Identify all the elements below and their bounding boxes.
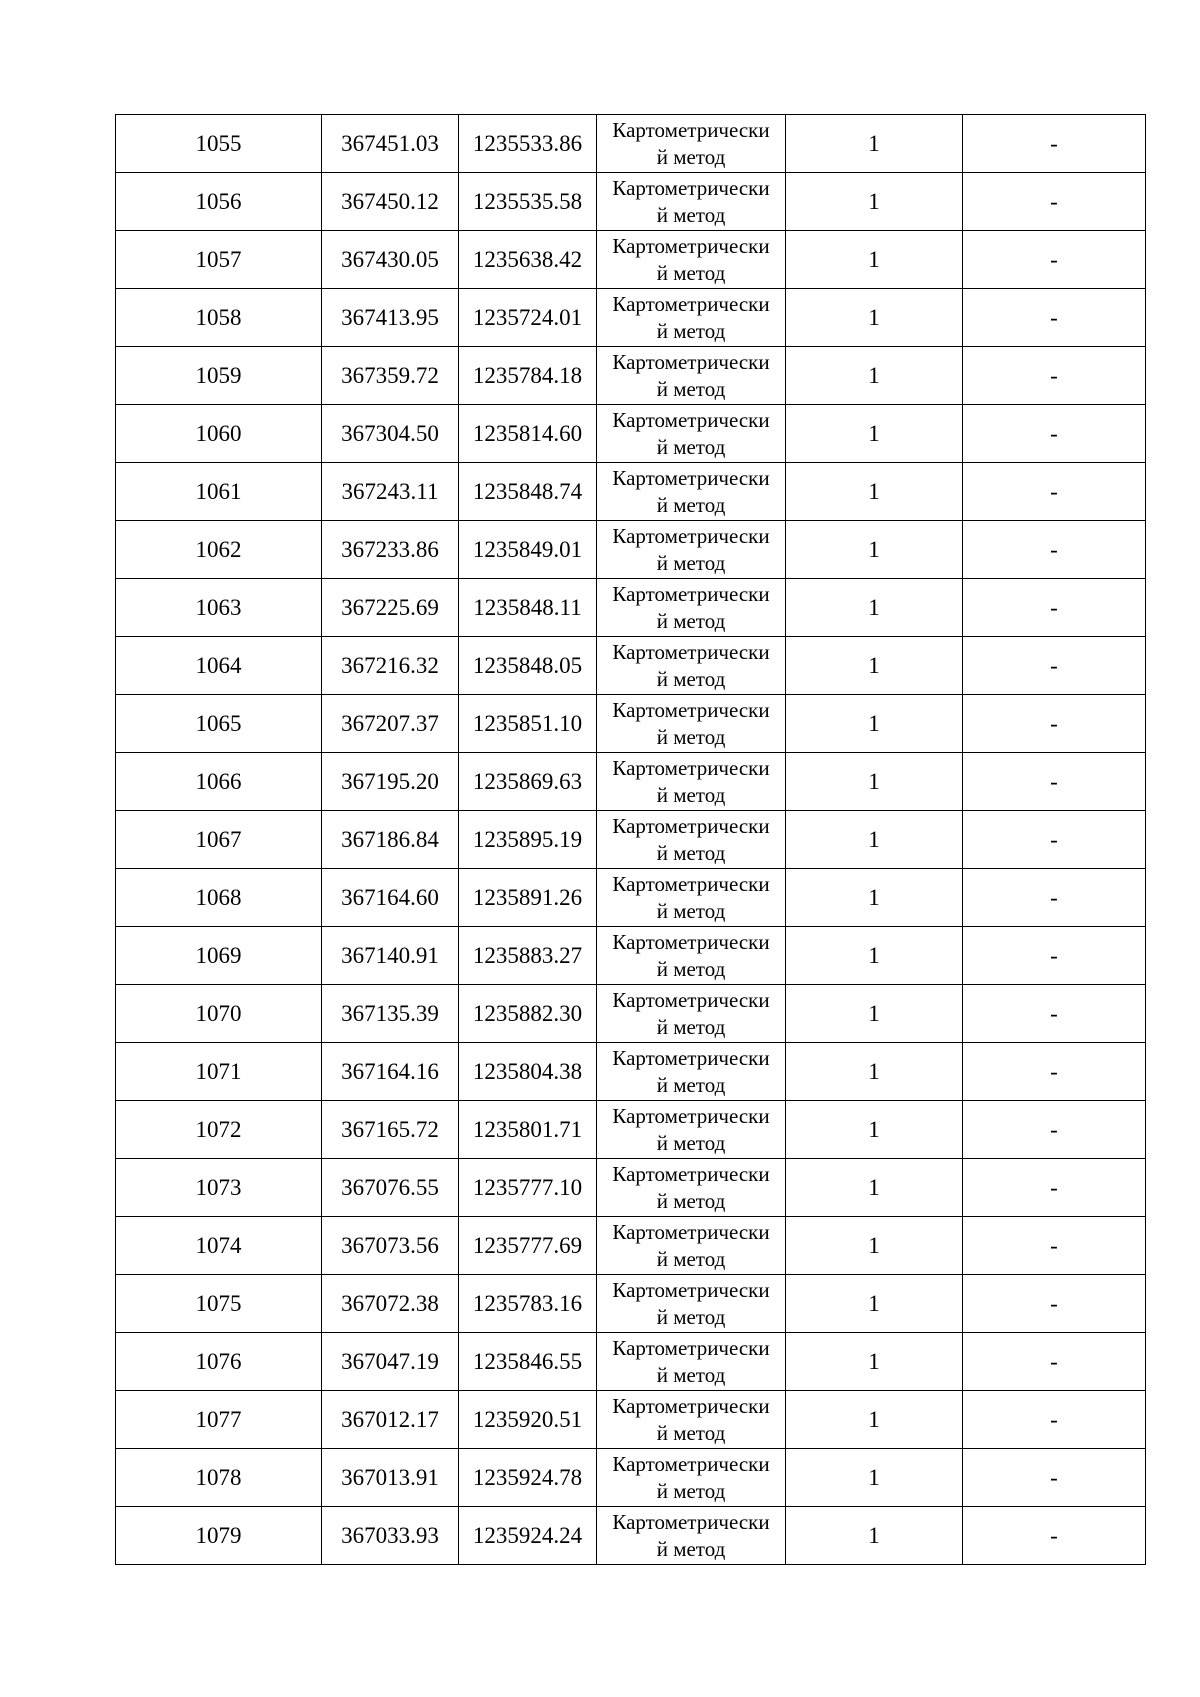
accuracy-cell: 1	[786, 1217, 963, 1275]
method-cell	[597, 753, 786, 811]
x-coordinate-cell: 367164.16	[322, 1043, 459, 1101]
method-text-line1: Картометрически	[612, 350, 770, 374]
table-row	[116, 753, 1146, 811]
table-row	[116, 869, 1146, 927]
accuracy-cell: 1	[786, 637, 963, 695]
point-number-cell: 1069	[116, 927, 322, 985]
method-text-line2: й метод	[656, 609, 726, 633]
y-coordinate-cell: 1235895.19	[459, 811, 597, 869]
note-cell: -	[963, 1333, 1146, 1391]
point-number-cell: 1077	[116, 1391, 322, 1449]
method-text-line2: й метод	[656, 725, 726, 749]
method-text-line1: Картометрически	[612, 1452, 770, 1476]
note-cell: -	[963, 1217, 1146, 1275]
method-cell	[597, 695, 786, 753]
method-text-line2: й метод	[656, 1421, 726, 1445]
table-row	[116, 1217, 1146, 1275]
coordinates-table	[115, 114, 1146, 1565]
note-cell: -	[963, 173, 1146, 231]
table-row	[116, 1391, 1146, 1449]
method-text-line2: й метод	[656, 145, 726, 169]
x-coordinate-cell: 367430.05	[322, 231, 459, 289]
y-coordinate-cell: 1235848.74	[459, 463, 597, 521]
y-coordinate-cell: 1235804.38	[459, 1043, 597, 1101]
method-text-line1: Картометрически	[612, 234, 770, 258]
method-cell	[597, 1159, 786, 1217]
x-coordinate-cell: 367413.95	[322, 289, 459, 347]
method-text-line2: й метод	[656, 957, 726, 981]
x-coordinate-cell: 367013.91	[322, 1449, 459, 1507]
method-text-line1: Картометрически	[612, 1162, 770, 1186]
y-coordinate-cell: 1235891.26	[459, 869, 597, 927]
accuracy-cell: 1	[786, 695, 963, 753]
point-number-cell: 1070	[116, 985, 322, 1043]
note-cell: -	[963, 811, 1146, 869]
x-coordinate-cell: 367135.39	[322, 985, 459, 1043]
x-coordinate-cell: 367140.91	[322, 927, 459, 985]
method-text-line2: й метод	[656, 551, 726, 575]
point-number-cell: 1073	[116, 1159, 322, 1217]
x-coordinate-cell: 367233.86	[322, 521, 459, 579]
note-cell: -	[963, 1507, 1146, 1565]
method-text-line1: Картометрически	[612, 1104, 770, 1128]
method-text-line1: Картометрически	[612, 408, 770, 432]
point-number-cell: 1062	[116, 521, 322, 579]
point-number-cell: 1075	[116, 1275, 322, 1333]
note-cell: -	[963, 231, 1146, 289]
method-cell	[597, 1101, 786, 1159]
accuracy-cell: 1	[786, 811, 963, 869]
point-number-cell: 1074	[116, 1217, 322, 1275]
y-coordinate-cell: 1235851.10	[459, 695, 597, 753]
method-cell	[597, 463, 786, 521]
y-coordinate-cell: 1235535.58	[459, 173, 597, 231]
method-cell	[597, 1217, 786, 1275]
method-cell	[597, 289, 786, 347]
x-coordinate-cell: 367047.19	[322, 1333, 459, 1391]
method-text-line2: й метод	[656, 377, 726, 401]
note-cell: -	[963, 289, 1146, 347]
y-coordinate-cell: 1235882.30	[459, 985, 597, 1043]
accuracy-cell: 1	[786, 1507, 963, 1565]
method-text-line2: й метод	[656, 667, 726, 691]
y-coordinate-cell: 1235801.71	[459, 1101, 597, 1159]
accuracy-cell: 1	[786, 1043, 963, 1101]
method-text-line2: й метод	[656, 899, 726, 923]
method-text-line1: Картометрически	[612, 1220, 770, 1244]
point-number-cell: 1065	[116, 695, 322, 753]
note-cell: -	[963, 753, 1146, 811]
method-text-line1: Картометрически	[612, 1394, 770, 1418]
accuracy-cell: 1	[786, 985, 963, 1043]
y-coordinate-cell: 1235638.42	[459, 231, 597, 289]
method-cell	[597, 1449, 786, 1507]
note-cell: -	[963, 463, 1146, 521]
method-text-line2: й метод	[656, 1363, 726, 1387]
point-number-cell: 1063	[116, 579, 322, 637]
method-text-line2: й метод	[656, 319, 726, 343]
x-coordinate-cell: 367359.72	[322, 347, 459, 405]
accuracy-cell: 1	[786, 1101, 963, 1159]
point-number-cell: 1057	[116, 231, 322, 289]
point-number-cell: 1060	[116, 405, 322, 463]
note-cell: -	[963, 347, 1146, 405]
y-coordinate-cell: 1235848.05	[459, 637, 597, 695]
point-number-cell: 1066	[116, 753, 322, 811]
accuracy-cell: 1	[786, 405, 963, 463]
method-cell	[597, 173, 786, 231]
method-text-line1: Картометрически	[612, 1046, 770, 1070]
method-text-line2: й метод	[656, 261, 726, 285]
method-text-line2: й метод	[656, 1537, 726, 1561]
method-text-line1: Картометрически	[612, 292, 770, 316]
y-coordinate-cell: 1235784.18	[459, 347, 597, 405]
table-row	[116, 1333, 1146, 1391]
note-cell: -	[963, 695, 1146, 753]
note-cell: -	[963, 637, 1146, 695]
point-number-cell: 1068	[116, 869, 322, 927]
accuracy-cell: 1	[786, 1391, 963, 1449]
x-coordinate-cell: 367195.20	[322, 753, 459, 811]
y-coordinate-cell: 1235924.78	[459, 1449, 597, 1507]
method-text-line1: Картометрически	[612, 814, 770, 838]
method-text-line2: й метод	[656, 1015, 726, 1039]
accuracy-cell: 1	[786, 173, 963, 231]
table-row	[116, 347, 1146, 405]
point-number-cell: 1067	[116, 811, 322, 869]
method-cell	[597, 869, 786, 927]
table-row	[116, 579, 1146, 637]
method-text-line2: й метод	[656, 493, 726, 517]
method-cell	[597, 1391, 786, 1449]
method-text-line1: Картометрически	[612, 466, 770, 490]
method-cell	[597, 1043, 786, 1101]
method-text-line1: Картометрически	[612, 640, 770, 664]
method-text-line2: й метод	[656, 1073, 726, 1097]
point-number-cell: 1076	[116, 1333, 322, 1391]
x-coordinate-cell: 367033.93	[322, 1507, 459, 1565]
method-text-line2: й метод	[656, 1479, 726, 1503]
y-coordinate-cell: 1235920.51	[459, 1391, 597, 1449]
table-row	[116, 463, 1146, 521]
y-coordinate-cell: 1235777.69	[459, 1217, 597, 1275]
method-text-line2: й метод	[656, 841, 726, 865]
x-coordinate-cell: 367450.12	[322, 173, 459, 231]
table-row	[116, 1507, 1146, 1565]
method-cell	[597, 811, 786, 869]
method-cell	[597, 115, 786, 173]
note-cell: -	[963, 927, 1146, 985]
accuracy-cell: 1	[786, 115, 963, 173]
method-text-line2: й метод	[656, 1189, 726, 1213]
table-row	[116, 173, 1146, 231]
table-row	[116, 231, 1146, 289]
x-coordinate-cell: 367165.72	[322, 1101, 459, 1159]
point-number-cell: 1055	[116, 115, 322, 173]
accuracy-cell: 1	[786, 927, 963, 985]
table-row	[116, 1449, 1146, 1507]
accuracy-cell: 1	[786, 347, 963, 405]
method-text-line2: й метод	[656, 435, 726, 459]
accuracy-cell: 1	[786, 521, 963, 579]
x-coordinate-cell: 367304.50	[322, 405, 459, 463]
method-text-line1: Картометрически	[612, 872, 770, 896]
y-coordinate-cell: 1235724.01	[459, 289, 597, 347]
y-coordinate-cell: 1235849.01	[459, 521, 597, 579]
note-cell: -	[963, 405, 1146, 463]
method-cell	[597, 1333, 786, 1391]
table-row	[116, 811, 1146, 869]
method-text-line1: Картометрически	[612, 524, 770, 548]
note-cell: -	[963, 1391, 1146, 1449]
y-coordinate-cell: 1235848.11	[459, 579, 597, 637]
method-text-line1: Картометрически	[612, 1336, 770, 1360]
note-cell: -	[963, 1159, 1146, 1217]
method-cell	[597, 521, 786, 579]
note-cell: -	[963, 1449, 1146, 1507]
y-coordinate-cell: 1235846.55	[459, 1333, 597, 1391]
point-number-cell: 1059	[116, 347, 322, 405]
note-cell: -	[963, 579, 1146, 637]
point-number-cell: 1078	[116, 1449, 322, 1507]
note-cell: -	[963, 869, 1146, 927]
note-cell: -	[963, 1043, 1146, 1101]
method-text-line1: Картометрически	[612, 118, 770, 142]
y-coordinate-cell: 1235924.24	[459, 1507, 597, 1565]
accuracy-cell: 1	[786, 1275, 963, 1333]
method-text-line2: й метод	[656, 783, 726, 807]
table-row	[116, 1101, 1146, 1159]
x-coordinate-cell: 367225.69	[322, 579, 459, 637]
point-number-cell: 1072	[116, 1101, 322, 1159]
table-row	[116, 115, 1146, 173]
y-coordinate-cell: 1235533.86	[459, 115, 597, 173]
method-text-line2: й метод	[656, 203, 726, 227]
table-row	[116, 695, 1146, 753]
method-cell	[597, 985, 786, 1043]
method-cell	[597, 1275, 786, 1333]
accuracy-cell: 1	[786, 1159, 963, 1217]
x-coordinate-cell: 367186.84	[322, 811, 459, 869]
note-cell: -	[963, 521, 1146, 579]
method-text-line1: Картометрически	[612, 756, 770, 780]
table-row	[116, 521, 1146, 579]
table-row	[116, 1159, 1146, 1217]
method-cell	[597, 405, 786, 463]
x-coordinate-cell: 367216.32	[322, 637, 459, 695]
method-cell	[597, 579, 786, 637]
note-cell: -	[963, 985, 1146, 1043]
method-text-line1: Картометрически	[612, 582, 770, 606]
method-text-line2: й метод	[656, 1131, 726, 1155]
accuracy-cell: 1	[786, 869, 963, 927]
table-row	[116, 1043, 1146, 1101]
method-cell	[597, 231, 786, 289]
note-cell: -	[963, 115, 1146, 173]
point-number-cell: 1071	[116, 1043, 322, 1101]
method-cell	[597, 927, 786, 985]
table-row	[116, 405, 1146, 463]
y-coordinate-cell: 1235783.16	[459, 1275, 597, 1333]
method-cell	[597, 1507, 786, 1565]
y-coordinate-cell: 1235869.63	[459, 753, 597, 811]
table-row	[116, 289, 1146, 347]
table-row	[116, 637, 1146, 695]
point-number-cell: 1056	[116, 173, 322, 231]
method-text-line1: Картометрически	[612, 988, 770, 1012]
y-coordinate-cell: 1235777.10	[459, 1159, 597, 1217]
accuracy-cell: 1	[786, 289, 963, 347]
accuracy-cell: 1	[786, 579, 963, 637]
method-text-line1: Картометрически	[612, 698, 770, 722]
point-number-cell: 1064	[116, 637, 322, 695]
point-number-cell: 1061	[116, 463, 322, 521]
method-text-line1: Картометрически	[612, 1278, 770, 1302]
method-text-line2: й метод	[656, 1305, 726, 1329]
accuracy-cell: 1	[786, 463, 963, 521]
method-cell	[597, 637, 786, 695]
point-number-cell: 1058	[116, 289, 322, 347]
x-coordinate-cell: 367076.55	[322, 1159, 459, 1217]
method-text-line1: Картометрически	[612, 176, 770, 200]
x-coordinate-cell: 367164.60	[322, 869, 459, 927]
x-coordinate-cell: 367072.38	[322, 1275, 459, 1333]
table-row	[116, 1275, 1146, 1333]
table-body	[116, 115, 1146, 1565]
method-text-line2: й метод	[656, 1247, 726, 1271]
method-text-line1: Картометрически	[612, 930, 770, 954]
accuracy-cell: 1	[786, 1333, 963, 1391]
table-row	[116, 927, 1146, 985]
x-coordinate-cell: 367451.03	[322, 115, 459, 173]
x-coordinate-cell: 367073.56	[322, 1217, 459, 1275]
point-number-cell: 1079	[116, 1507, 322, 1565]
x-coordinate-cell: 367207.37	[322, 695, 459, 753]
method-cell	[597, 347, 786, 405]
note-cell: -	[963, 1275, 1146, 1333]
x-coordinate-cell: 367012.17	[322, 1391, 459, 1449]
table-row	[116, 985, 1146, 1043]
accuracy-cell: 1	[786, 1449, 963, 1507]
accuracy-cell: 1	[786, 753, 963, 811]
y-coordinate-cell: 1235814.60	[459, 405, 597, 463]
note-cell: -	[963, 1101, 1146, 1159]
y-coordinate-cell: 1235883.27	[459, 927, 597, 985]
method-text-line1: Картометрически	[612, 1510, 770, 1534]
x-coordinate-cell: 367243.11	[322, 463, 459, 521]
accuracy-cell: 1	[786, 231, 963, 289]
